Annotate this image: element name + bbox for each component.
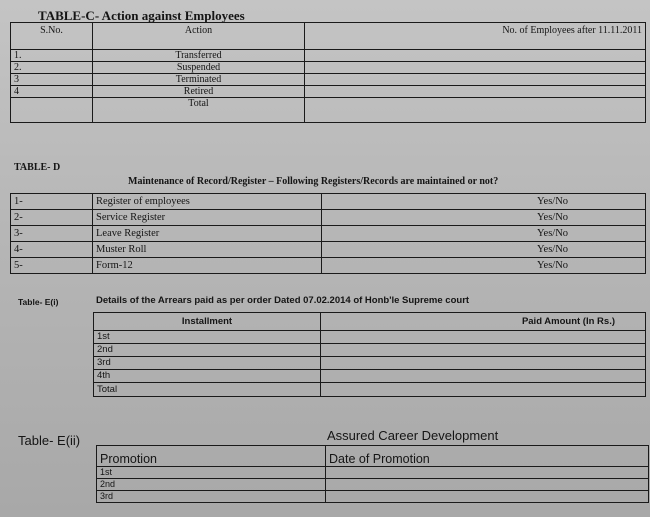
table-row [11, 226, 646, 242]
col-installment: Installment [94, 313, 321, 331]
row-count [305, 86, 646, 98]
row-register: Form-12 [93, 258, 322, 274]
table-row [11, 74, 646, 86]
table-e2-title: Table- E(ii) [18, 433, 81, 448]
row-installment: 4th [94, 370, 321, 383]
row-register: Leave Register [93, 226, 322, 242]
table-row [94, 331, 646, 344]
row-amount [321, 331, 646, 344]
row-sno: 4 [11, 86, 93, 98]
row-date [326, 479, 649, 491]
table-row [11, 194, 646, 210]
row-date [326, 491, 649, 503]
total-row [94, 383, 646, 397]
row-sno: 3 [11, 74, 93, 86]
total-row [11, 98, 646, 123]
col-employee-count: No. of Employees after 11.11.2011 [305, 23, 646, 50]
table-e1-subtitle: Details of the Arrears paid as per order Dated 07.02.2014 of Honb'le Supreme court [96, 295, 470, 306]
row-promotion: 1st [97, 467, 326, 479]
row-sno: 2. [11, 62, 93, 74]
table-c-title: TABLE-C- Action against Employees [38, 8, 245, 23]
row-count [305, 50, 646, 62]
row-action: Transferred [93, 50, 305, 62]
table-d [10, 193, 646, 274]
col-paid-amount: Paid Amount (In Rs.) [321, 313, 646, 331]
total-label: Total [94, 383, 321, 397]
table-row [97, 479, 649, 491]
row-amount [321, 344, 646, 357]
row-answer: Yes/No [322, 210, 646, 226]
row-installment: 2nd [94, 344, 321, 357]
row-count [305, 74, 646, 86]
row-amount [321, 370, 646, 383]
table-row [11, 210, 646, 226]
row-answer: Yes/No [322, 194, 646, 210]
row-action: Retired [93, 86, 305, 98]
row-sno: 5- [11, 258, 93, 274]
table-c [10, 22, 646, 123]
table-row [94, 344, 646, 357]
row-register: Muster Roll [93, 242, 322, 258]
table-row [94, 357, 646, 370]
col-date-of-promotion: Date of Promotion [326, 446, 649, 467]
table-row [11, 62, 646, 74]
table-e2 [96, 445, 649, 503]
table-d-subtitle: Maintenance of Record/Register – Following Registers/Records are maintained or not? [128, 176, 499, 187]
row-sno: 2- [11, 210, 93, 226]
row-register: Register of employees [93, 194, 322, 210]
row-installment: 1st [94, 331, 321, 344]
row-answer: Yes/No [322, 226, 646, 242]
col-action: Action [93, 23, 305, 50]
row-register: Service Register [93, 210, 322, 226]
table-row [11, 50, 646, 62]
row-answer: Yes/No [322, 258, 646, 274]
table-e1-title: Table- E(i) [18, 297, 59, 307]
table-d-title: TABLE- D [14, 162, 61, 173]
table-row [11, 258, 646, 274]
col-sno: S.No. [11, 23, 93, 50]
table-row [97, 491, 649, 503]
row-sno: 1. [11, 50, 93, 62]
table-row [97, 467, 649, 479]
row-sno: 3- [11, 226, 93, 242]
row-sno: 4- [11, 242, 93, 258]
table-row [11, 242, 646, 258]
row-count [305, 62, 646, 74]
row-date [326, 467, 649, 479]
table-e2-subtitle: Assured Career Development [327, 428, 499, 443]
row-promotion: 3rd [97, 491, 326, 503]
col-promotion: Promotion [97, 446, 326, 467]
row-installment: 3rd [94, 357, 321, 370]
row-amount [321, 357, 646, 370]
row-action: Suspended [93, 62, 305, 74]
row-sno: 1- [11, 194, 93, 210]
total-label: Total [93, 98, 305, 123]
table-e1 [93, 312, 646, 397]
row-promotion: 2nd [97, 479, 326, 491]
row-action: Terminated [93, 74, 305, 86]
row-answer: Yes/No [322, 242, 646, 258]
table-row [11, 86, 646, 98]
table-row [94, 370, 646, 383]
